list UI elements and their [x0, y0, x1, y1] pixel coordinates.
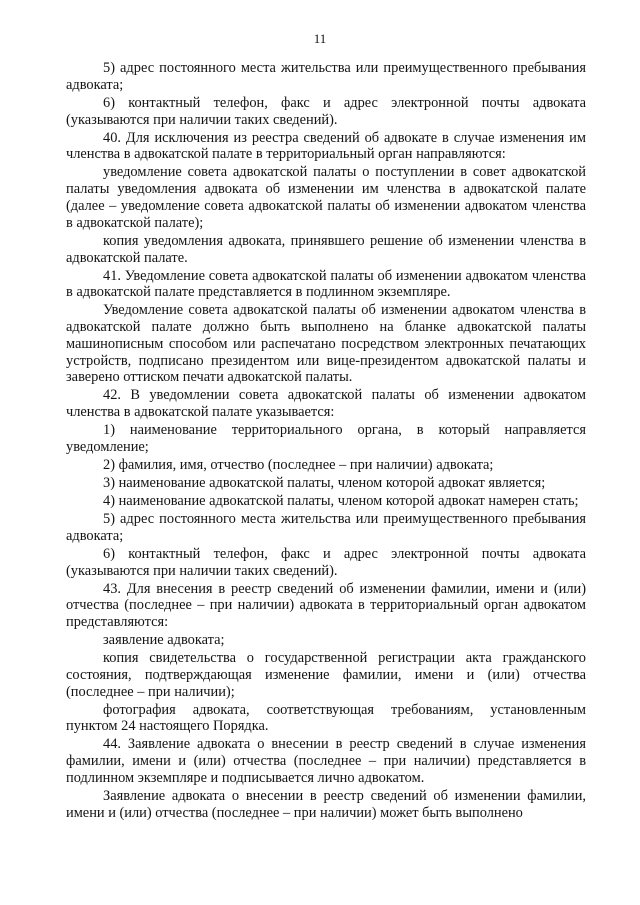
paragraph-clause-43: 43. Для внесения в реестр сведений об изменении фамилии, имени и (или) отчества (последнее – при наличии) адвоката в территориальный орган адвокатом представляются:	[66, 580, 586, 631]
paragraph-certificate-copy: копия свидетельства о государственной регистрации акта гражданского состояния, подтверждающая изменение фамилии, имени и (или) отчества (последнее – при наличии);	[66, 650, 586, 700]
paragraph-list-item-2: 2) фамилия, имя, отчество (последнее – при наличии) адвоката;	[103, 457, 494, 474]
paragraph-notice-copy: копия уведомления адвоката, принявшего решение об изменении членства в адвокатской палате.	[66, 232, 586, 266]
paragraph-photo: фотография адвоката, соответствующая требованиям, установленным пунктом 24 настоящего Порядка.	[66, 701, 586, 735]
paragraph-application-format: Заявление адвоката о внесении в реестр сведений об изменении фамилии, имени и (или) отчества (последнее – при наличии) может быть выполнено	[66, 788, 586, 821]
paragraph-list-item-1: 1) наименование территориального органа, в который направляется уведомление;	[66, 422, 586, 456]
paragraph-item5-address: 5) адрес постоянного места жительства или преимущественного пребывания адвоката;	[66, 60, 586, 93]
paragraph-clause-42: 42. В уведомлении совета адвокатской палаты об изменении адвокатом членства в адвокатской палате указывается:	[66, 387, 586, 421]
paragraph-list-item-4: 4) наименование адвокатской палаты, членом которой адвокат намерен стать;	[103, 492, 579, 509]
document-body	[66, 60, 586, 823]
paragraph-list-item-5: 5) адрес постоянного места жительства или преимущественного пребывания адвоката;	[66, 510, 586, 544]
paragraph-notice-format: Уведомление совета адвокатской палаты об изменении адвокатом членства в адвокатской палате должно быть выполнено на бланке адвокатской палаты машинописным способом или распечатано посредством электронных печатающих устройств, подписано президентом или вице-президентом адвокатской палаты и заверено оттиском печати адвокатской палаты.	[66, 302, 586, 386]
paragraph-clause-41: 41. Уведомление совета адвокатской палаты об изменении адвокатом членства в адвокатской палате представляется в подлинном экземпляре.	[66, 267, 586, 301]
paragraph-item6-contacts: 6) контактный телефон, факс и адрес электронной почты адвоката (указываются при наличии таких сведений).	[66, 94, 586, 128]
paragraph-list-item-6: 6) контактный телефон, факс и адрес электронной почты адвоката (указываются при наличии таких сведений).	[66, 545, 586, 579]
paragraph-clause-44: 44. Заявление адвоката о внесении в реестр сведений в случае изменения фамилии, имени и (или) отчества (последнее – при наличии) представляется в подлинном экземпляре и подписывается лично адвокатом.	[66, 736, 586, 787]
page-number: 11	[313, 31, 327, 46]
paragraph-application: заявление адвоката;	[103, 632, 225, 649]
paragraph-council-notice: уведомление совета адвокатской палаты о поступлении в совет адвокатской палаты уведомления адвоката об изменении им членства в адвокатской палате (далее – уведомление совета адвокатской палаты об изменении адвокатом членства в адвокатской палате);	[66, 164, 586, 231]
paragraph-list-item-3: 3) наименование адвокатской палаты, членом которой адвокат является;	[103, 475, 546, 491]
paragraph-clause-40: 40. Для исключения из реестра сведений об адвокате в случае изменения им членства в адвокатской палате в территориальный орган направляются:	[66, 129, 586, 163]
